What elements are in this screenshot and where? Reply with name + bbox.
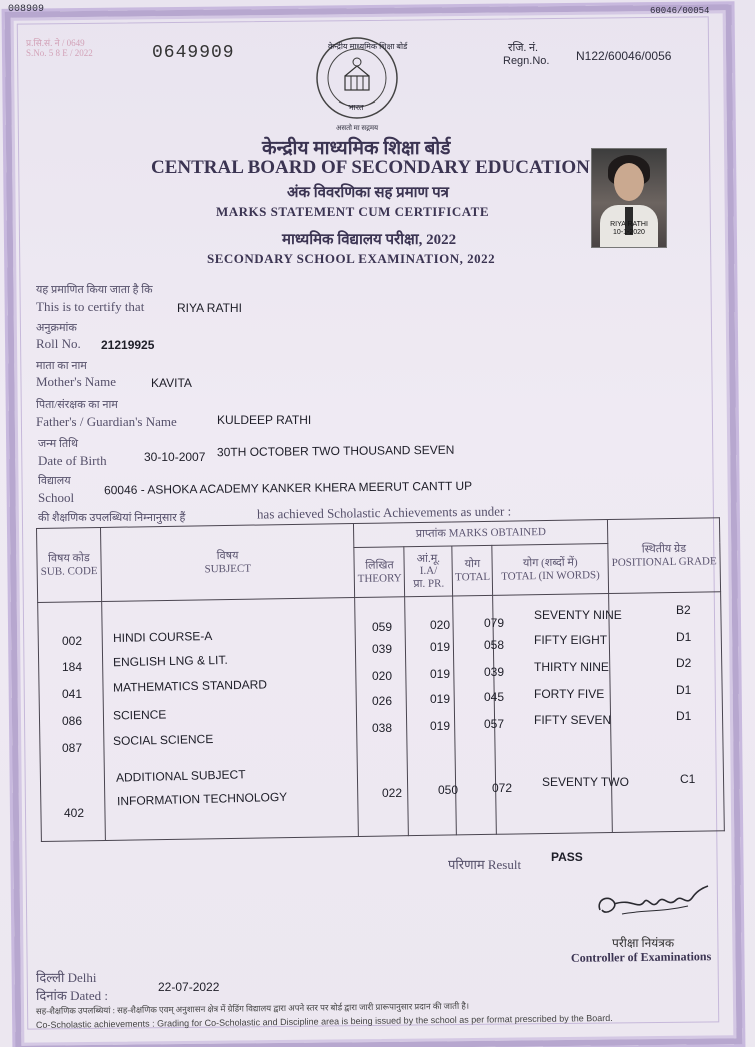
row-2-total-words: FIFTY EIGHT bbox=[534, 633, 608, 647]
row-1-ia-marks: 020 bbox=[430, 618, 451, 632]
header-total-words: योग (शब्दों में) TOTAL (IN WORDS) bbox=[492, 544, 609, 596]
row-3-sub-code: 041 bbox=[62, 687, 83, 701]
photo-caption-date: 10-1-2020 bbox=[613, 229, 645, 237]
additional-total-words: SEVENTY TWO bbox=[542, 775, 629, 789]
issue-date: 22-07-2022 bbox=[158, 980, 220, 994]
regn-number: N122/60046/0056 bbox=[576, 49, 672, 63]
row-1-total-words: SEVENTY NINE bbox=[534, 608, 622, 622]
header-subject: विषय SUBJECT bbox=[100, 524, 355, 602]
serial-number: 0649909 bbox=[152, 43, 235, 63]
row-4-sub-code: 086 bbox=[62, 714, 83, 728]
mother-name: KAVITA bbox=[151, 376, 192, 390]
row-2-ia-marks: 019 bbox=[430, 640, 451, 654]
roll-label: Roll No. bbox=[36, 336, 81, 351]
student-photo bbox=[591, 148, 667, 248]
additional-code: 402 bbox=[64, 806, 85, 820]
seal-motto: असतो मा सद्गमय bbox=[336, 124, 379, 132]
achievement-label: has achieved Scholastic Achievements as under : bbox=[256, 503, 512, 522]
co-scholastic-note-hi: सह-शैक्षणिक उपलब्धियां : सह-शैक्षणिक एवम् अनुशासन क्षेत्र में ग्रेडिंग विद्यालय द्वारा अपने स्तर पर बोर्ड द्वारा जारी प्रारूपानुसार प्रदान की जाती है। bbox=[35, 1000, 470, 1016]
row-1-grade: B2 bbox=[676, 603, 691, 617]
row-5-grade: D1 bbox=[676, 709, 692, 723]
header-grade: स्थितीय ग्रेड POSITIONAL GRADE bbox=[608, 518, 721, 594]
certify-label: This is to certify that bbox=[36, 299, 145, 314]
serial-top-left: 008909 bbox=[8, 4, 45, 15]
header-total: योग TOTAL bbox=[452, 545, 493, 596]
row-4-theory-marks: 026 bbox=[372, 694, 393, 708]
row-5-total-marks: 057 bbox=[484, 717, 505, 731]
result-label: परिणाम Result bbox=[448, 857, 522, 872]
row-5-theory-marks: 038 bbox=[372, 721, 393, 735]
result-value: PASS bbox=[551, 850, 583, 864]
dob-label: Date of Birth bbox=[38, 453, 107, 468]
header-marks-obtained: प्राप्तांक MARKS OBTAINED bbox=[354, 520, 608, 548]
document-title-english: MARKS STATEMENT CUM CERTIFICATE bbox=[216, 204, 490, 219]
additional-subject-label: ADDITIONAL SUBJECT bbox=[115, 767, 246, 785]
school-label-hi: विद्यालय bbox=[38, 475, 71, 487]
row-4-grade: D1 bbox=[676, 683, 692, 697]
additional-total: 072 bbox=[492, 781, 513, 795]
controller-signature bbox=[592, 880, 712, 926]
row-5-ia-marks: 019 bbox=[430, 719, 451, 733]
board-name-hindi: केन्द्रीय माध्यमिक शिक्षा बोर्ड bbox=[262, 138, 451, 159]
row-3-theory-marks: 020 bbox=[372, 669, 393, 683]
row-4-ia-marks: 019 bbox=[430, 692, 451, 706]
additional-theory: 022 bbox=[382, 786, 403, 800]
header-ia: आं.मू. I.A/ प्रा. PR. bbox=[404, 546, 453, 597]
exam-title-english: SECONDARY SCHOOL EXAMINATION, 2022 bbox=[207, 251, 496, 266]
roll-label-hi: अनुक्रमांक bbox=[36, 322, 77, 334]
exam-title-hindi: माध्यमिक विद्यालय परीक्षा, 2022 bbox=[282, 232, 457, 248]
header-theory: लिखित THEORY bbox=[354, 547, 405, 598]
photo-caption-name: RIYA RATHI bbox=[610, 221, 648, 228]
faded-serial-hi: प्र.सि.सं. ने / 0649 bbox=[26, 38, 85, 48]
controller-title-hi: परीक्षा नियंत्रक bbox=[612, 936, 675, 950]
row-3-subject: MATHEMATICS STANDARD bbox=[112, 677, 268, 695]
row-3-grade: D2 bbox=[676, 656, 692, 670]
row-2-total-marks: 058 bbox=[484, 638, 505, 652]
document-title-hindi: अंक विवरणिका सह प्रमाण पत्र bbox=[287, 185, 449, 201]
seal-top-text: केन्द्रीय माध्यमिक शिक्षा बोर्ड bbox=[328, 42, 408, 51]
row-4-subject: SCIENCE bbox=[112, 707, 167, 723]
co-scholastic-note: Co-Scholastic achievements : Grading for Co-Scholastic and Discipline area is being issued by the school as per format prescribed by the Board. bbox=[35, 1012, 613, 1030]
additional-grade: C1 bbox=[680, 772, 696, 786]
row-5-total-words: FIFTY SEVEN bbox=[534, 713, 612, 727]
row-4-total-marks: 045 bbox=[484, 690, 505, 704]
additional-ia: 050 bbox=[438, 783, 459, 797]
additional-subject: INFORMATION TECHNOLOGY bbox=[116, 789, 288, 809]
board-name-english: CENTRAL BOARD OF SECONDARY EDUCATION bbox=[151, 157, 590, 178]
row-1-sub-code: 002 bbox=[62, 634, 83, 648]
row-5-sub-code: 087 bbox=[62, 741, 83, 755]
serial-top-right: 60046/00054 bbox=[650, 6, 710, 16]
row-2-sub-code: 184 bbox=[62, 660, 83, 674]
row-2-subject: ENGLISH LNG & LIT. bbox=[112, 652, 228, 670]
row-1-total-marks: 079 bbox=[484, 616, 505, 630]
mother-label-hi: माता का नाम bbox=[36, 360, 87, 372]
place-label: दिल्ली Delhi bbox=[36, 970, 97, 985]
dob-label-hi: जन्म तिथि bbox=[38, 438, 78, 450]
certify-label-hi: यह प्रमाणित किया जाता है कि bbox=[36, 284, 153, 296]
row-2-grade: D1 bbox=[676, 630, 692, 644]
regn-label-hi: रजि. नं. bbox=[508, 42, 538, 54]
mother-label: Mother's Name bbox=[36, 374, 116, 389]
row-3-total-marks: 039 bbox=[484, 665, 505, 679]
dob-value: 30-10-2007 bbox=[144, 450, 206, 464]
faded-serial-en: S.No. 5 8 E / 2022 bbox=[26, 48, 93, 58]
row-2-theory-marks: 039 bbox=[372, 642, 393, 656]
header-sub-code: विषय कोड SUB. CODE bbox=[37, 527, 102, 602]
row-5-subject: SOCIAL SCIENCE bbox=[112, 731, 214, 749]
dob-in-words: 30TH OCTOBER TWO THOUSAND SEVEN bbox=[216, 442, 455, 460]
controller-title: Controller of Examinations bbox=[570, 949, 712, 965]
student-name: RIYA RATHI bbox=[177, 301, 242, 315]
row-1-theory-marks: 059 bbox=[372, 620, 393, 634]
father-label-hi: पिता/संरक्षक का नाम bbox=[36, 399, 118, 411]
row-3-total-words: THIRTY NINE bbox=[534, 660, 609, 674]
father-label: Father's / Guardian's Name bbox=[36, 414, 177, 429]
dated-label: दिनांक Dated : bbox=[36, 988, 108, 1003]
school-name: 60046 - ASHOKA ACADEMY KANKER KHERA MEERUT CANTT UP bbox=[103, 478, 473, 498]
roll-number: 21219925 bbox=[101, 338, 155, 352]
father-name: KULDEEP RATHI bbox=[217, 413, 312, 427]
row-3-ia-marks: 019 bbox=[430, 667, 451, 681]
row-1-subject: HINDI COURSE-A bbox=[112, 628, 213, 646]
seal-bottom-text: भारत bbox=[348, 103, 364, 112]
regn-label-en: Regn.No. bbox=[503, 55, 550, 67]
achievement-label-hi: की शैक्षणिक उपलब्धियां निम्नानुसार हैं bbox=[38, 512, 186, 524]
row-4-total-words: FORTY FIVE bbox=[534, 687, 605, 701]
school-label: School bbox=[38, 490, 75, 505]
